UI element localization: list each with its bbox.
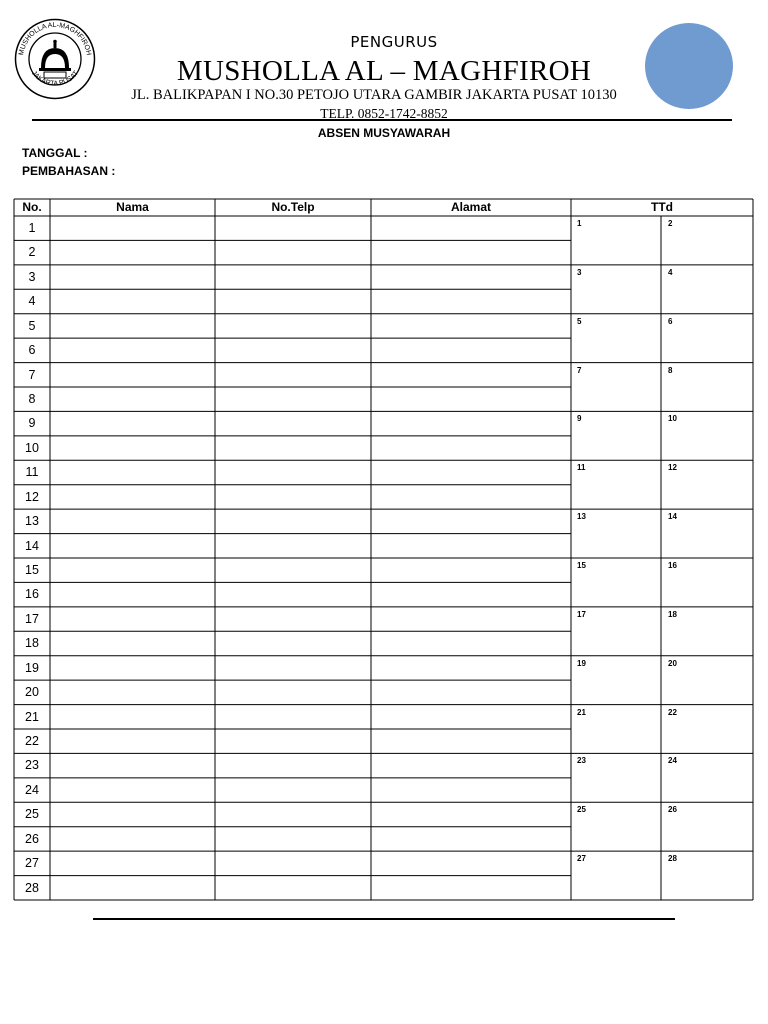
signature-number: 21	[577, 707, 586, 717]
row-number: 18	[25, 636, 39, 651]
organization-title: MUSHOLLA AL – MAGHFIROH	[176, 55, 592, 87]
row-number: 21	[25, 709, 39, 724]
signature-number: 2	[668, 219, 673, 228]
row-number: 14	[25, 538, 39, 553]
row-number: 9	[28, 416, 36, 431]
row-number: 13	[25, 514, 39, 529]
signature-number: 3	[577, 267, 582, 277]
signature-number: 12	[668, 463, 677, 473]
column-header-alamat: Alamat	[450, 200, 491, 214]
signature-number: 14	[668, 512, 677, 522]
row-number: 15	[25, 563, 39, 577]
signature-number: 7	[577, 365, 582, 375]
signature-number: 28	[668, 854, 677, 864]
document-heading: ABSEN MUSYAWARAH	[317, 126, 451, 140]
row-number: 8	[28, 392, 36, 406]
row-number: 6	[28, 343, 36, 358]
organization-phone: TELP. 0852-1742-8852	[320, 106, 448, 121]
row-number: 12	[25, 489, 39, 504]
column-header-ttd: TTd	[651, 200, 673, 214]
row-number: 27	[25, 856, 39, 871]
row-number: 2	[28, 245, 36, 260]
signature-number: 13	[577, 512, 586, 522]
logo-text-top: MUSHOLLA AL-MAGHFIROH	[18, 21, 92, 56]
column-header-telp: No.Telp	[271, 200, 315, 214]
signature-number: 6	[668, 316, 673, 326]
date-label: TANGGAL :	[22, 146, 88, 160]
signature-number: 15	[577, 561, 586, 570]
row-number: 23	[25, 758, 39, 773]
signature-number: 5	[577, 316, 582, 326]
row-number: 17	[25, 611, 39, 626]
signature-number: 22	[668, 707, 677, 717]
logo-text-bottom: JAKARTA PUSAT	[29, 69, 81, 88]
organization-address: JL. BALIKPAPAN I NO.30 PETOJO UTARA GAMBIR JAKARTA PUSAT 10130	[131, 87, 617, 103]
signature-number: 19	[577, 658, 586, 668]
row-number: 11	[25, 465, 39, 480]
row-number: 20	[25, 685, 39, 700]
signature-number: 11	[577, 463, 586, 473]
footer-divider	[93, 918, 675, 920]
column-header-nama: Nama	[116, 200, 149, 214]
signature-number: 8	[668, 365, 673, 375]
row-number: 22	[25, 734, 39, 748]
row-number: 1	[28, 221, 36, 235]
topic-label: PEMBAHASAN :	[22, 164, 116, 178]
row-number: 19	[25, 660, 39, 675]
signature-number: 24	[668, 756, 677, 766]
column-header-no: No.	[22, 200, 42, 214]
row-number: 3	[28, 269, 36, 284]
row-number: 10	[25, 440, 39, 455]
row-number: 7	[28, 367, 36, 382]
signature-number: 20	[668, 658, 677, 668]
row-number: 28	[25, 880, 39, 895]
signature-number: 16	[668, 561, 677, 570]
signature-number: 4	[668, 267, 673, 277]
signature-number: 27	[577, 854, 586, 864]
signature-number: 26	[668, 805, 677, 815]
row-number: 4	[28, 294, 36, 309]
row-number: 26	[25, 831, 39, 846]
header-subtitle: PENGURUS	[350, 33, 438, 51]
signature-number: 23	[577, 756, 586, 766]
signature-number: 9	[577, 414, 582, 424]
signature-number: 1	[577, 219, 582, 228]
signature-number: 25	[577, 805, 586, 815]
row-number: 25	[25, 807, 39, 822]
row-number: 5	[28, 318, 36, 333]
row-number: 16	[25, 587, 39, 602]
signature-number: 18	[668, 609, 677, 619]
signature-number: 17	[577, 609, 586, 619]
row-number: 24	[25, 782, 39, 797]
signature-number: 10	[668, 414, 677, 424]
